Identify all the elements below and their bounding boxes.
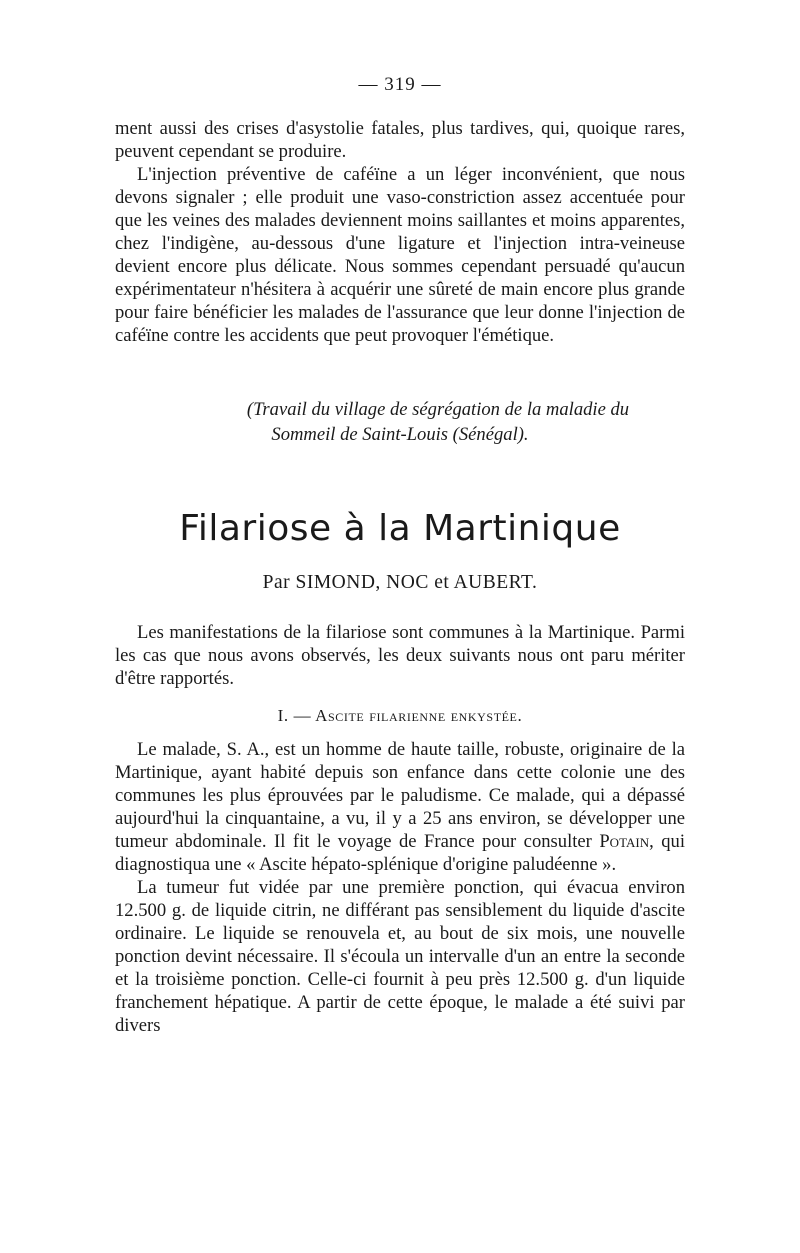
- section-heading: I. — Ascite filarienne enkystée.: [277, 706, 523, 725]
- article-authors: Par SIMOND, NOC et AUBERT.: [262, 572, 538, 593]
- intro-text: [115, 117, 685, 347]
- lead-paragraph: Les manifestations de la filariose sont communes à la Martinique. Parmi les cas que nous avons observés, les deux suivants nous ont paru mériter d'être rapportés.: [115, 622, 685, 689]
- physician-name: Potain: [599, 831, 650, 852]
- case-paragraph-2: La tumeur fut vidée par une première ponction, qui évacua environ 12.500 g. de liquide citrin, ne différant pas sensiblement du liquide d'ascite ordinaire. Le liquide se renouvela et, au bout de six mois, une nouvelle ponction devint nécessaire. Il s'écoula un intervalle d'un an entre la seconde et la troisième ponction. Celle-ci fournit à peu près 12.500 g. d'un liquide franchement hépatique. A partir de cette époque, le malade a été suivi par divers: [115, 877, 685, 1036]
- case-paragraph-1-start: Le malade, S. A., est un homme de haute taille, robuste, originaire de la Martinique, ayant habité depuis son enfance dans cette colonie une des communes les plus éprouvées par le paludisme. Ce malade, qui a dépassé aujourd'hui la cinquantaine, a vu, il y a 25 ans environ, se développer une tumeur abdominale. Il fit le voyage de France pour consulter: [115, 739, 685, 852]
- intro-paragraph-continued: ment aussi des crises d'asystolie fatales, plus tardives, qui, quoique rares, peuvent cependant se produire.: [115, 118, 685, 162]
- lead-text: [115, 621, 685, 690]
- attribution: [115, 397, 685, 447]
- case-paragraph-1: [115, 738, 685, 876]
- attribution-line-2: Sommeil de Saint-Louis (Sénégal).: [271, 424, 529, 445]
- case-paragraph-1-end: , qui diagnostiqua une « Ascite hépato-splénique d'origine paludéenne ».: [115, 831, 685, 875]
- article-title: Filariose à la Martinique: [179, 508, 621, 549]
- attribution-line-1: (Travail du village de ségrégation de la maladie du: [246, 399, 630, 420]
- intro-paragraph-caffeine: L'injection préventive de caféïne a un léger inconvénient, que nous devons signaler ; elle produit une vaso-constriction assez accentuée pour que les veines des malades deviennent moins saillantes et moins apparentes, chez l'indigène, au-dessous d'une ligature et l'injection intra-veineuse devient encore plus délicate. Nous sommes cependant persuadé qu'aucun expérimentateur n'hésitera à acquérir une sûreté de main encore plus grande pour faire bénéficier les malades de l'assurance que leur donne l'injection de caféïne contre les accidents que peut provoquer l'émétique.: [115, 164, 685, 346]
- page-number: — 319 —: [358, 74, 442, 95]
- case-text: [115, 738, 685, 1037]
